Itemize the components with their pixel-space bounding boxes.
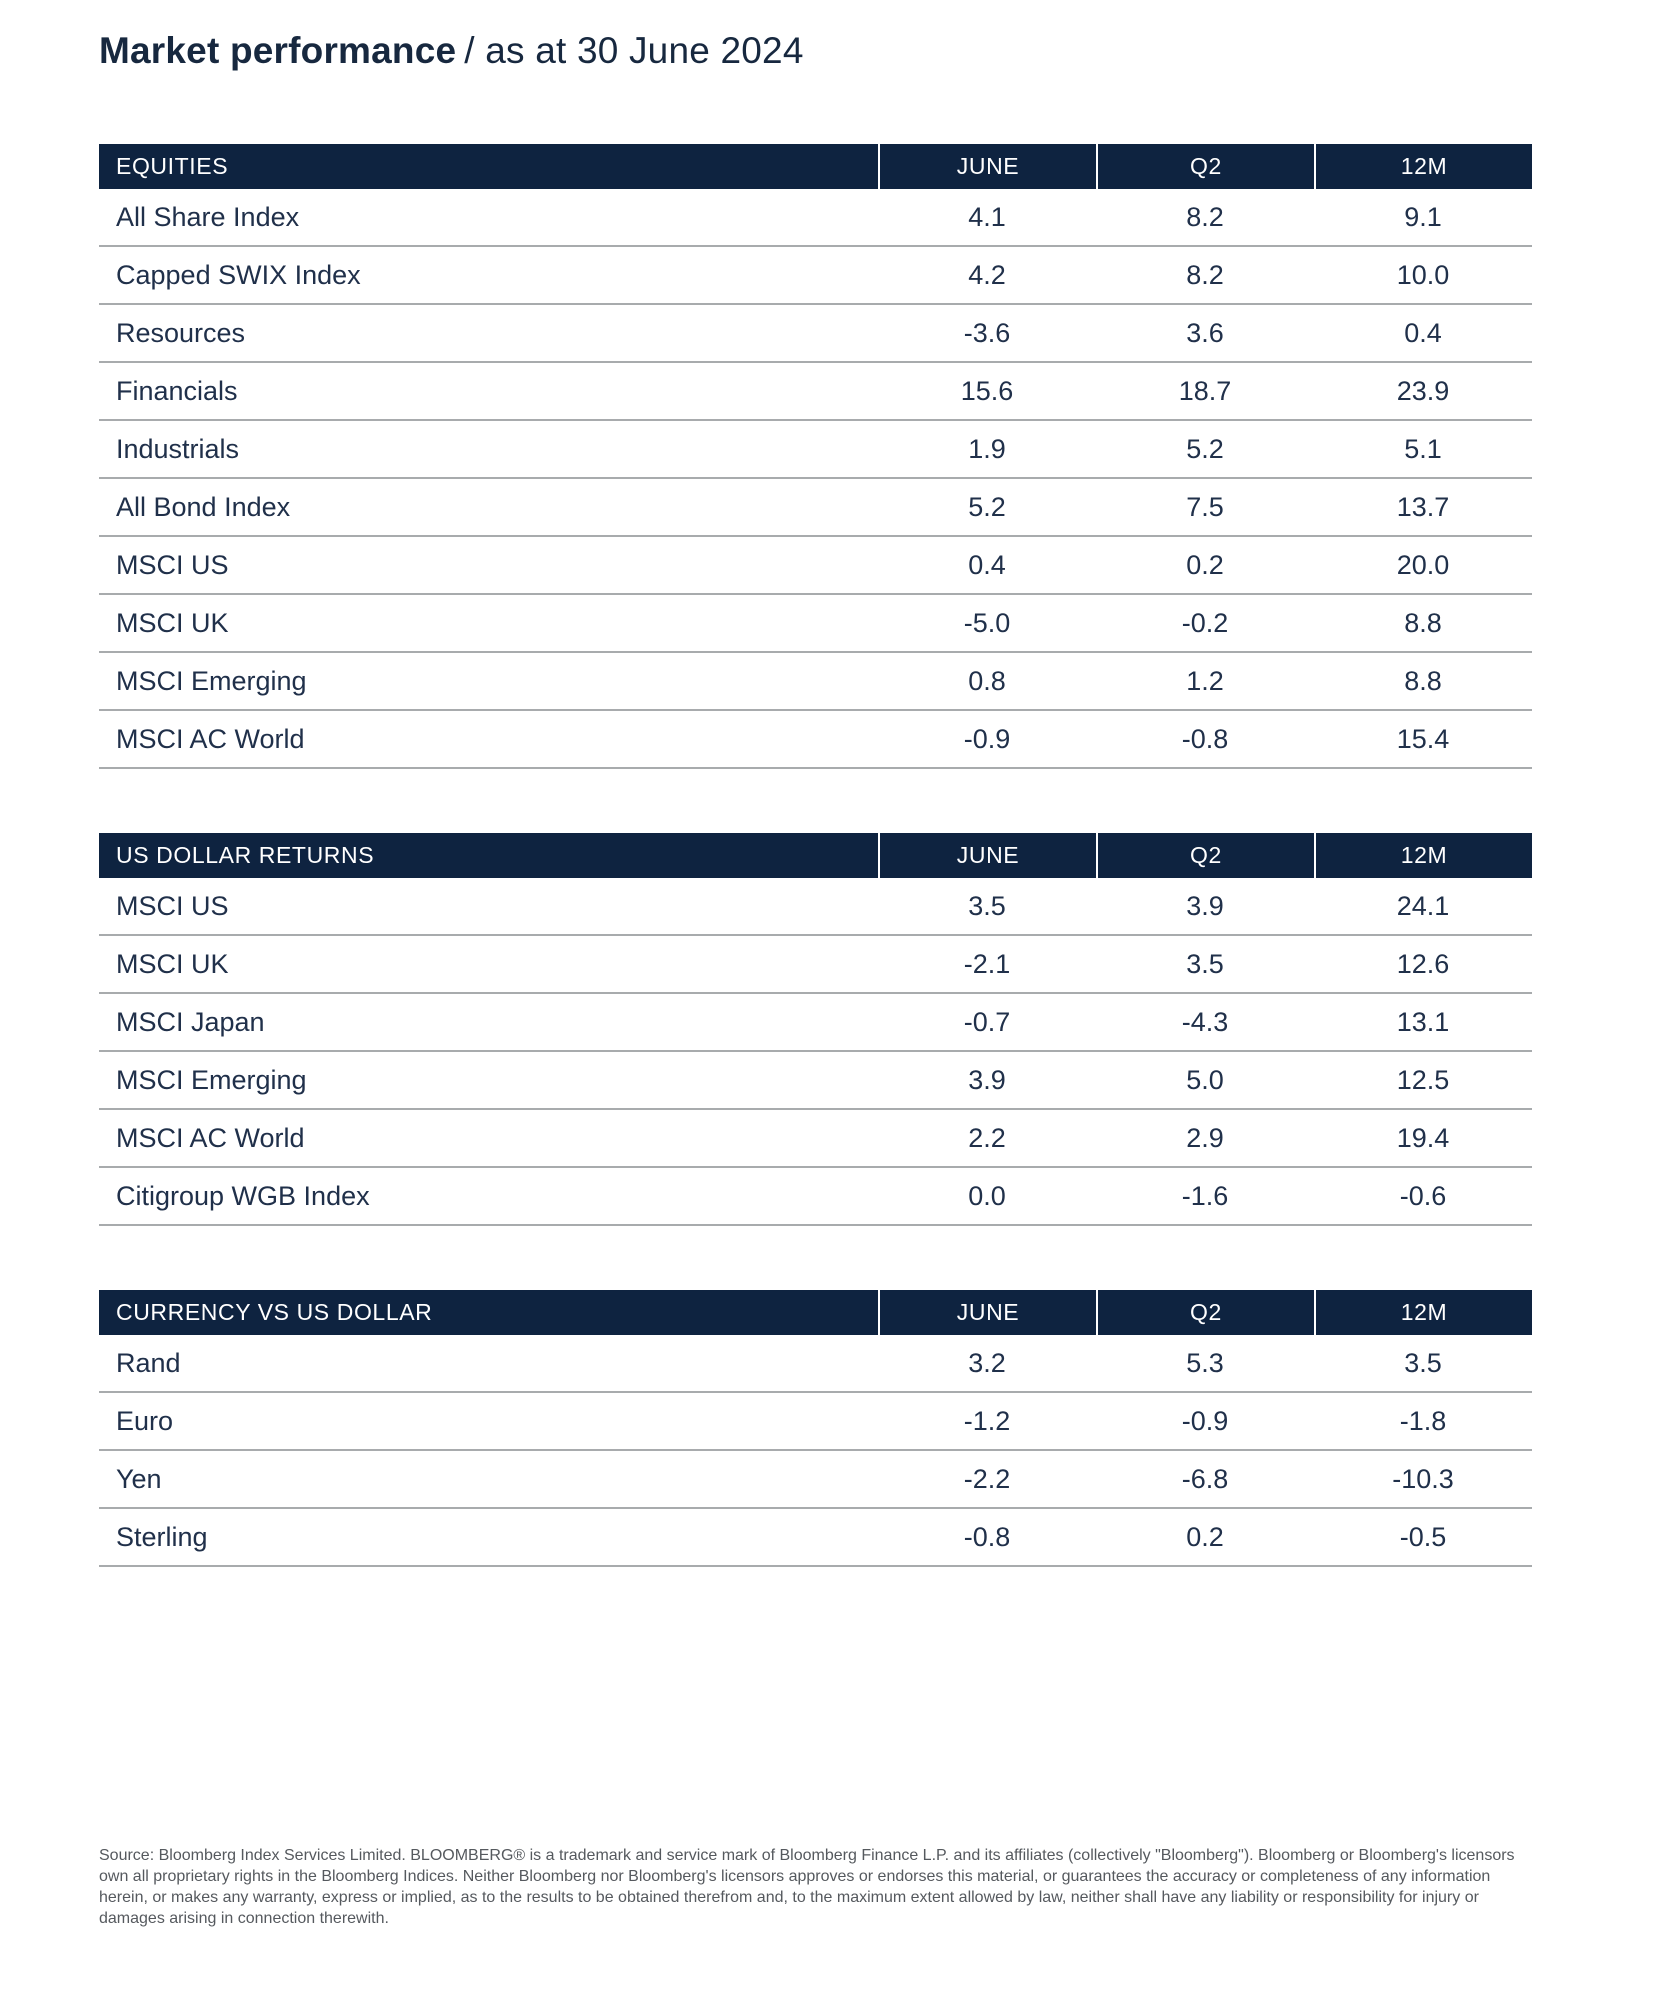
table-row xyxy=(99,1110,1532,1168)
row-value-june: 5.2 xyxy=(968,491,1006,522)
page-title-main: Market performance xyxy=(99,30,457,71)
row-value-june: 2.2 xyxy=(968,1122,1006,1153)
row-label: Yen xyxy=(116,1463,162,1494)
usd-returns-table xyxy=(99,833,1532,1226)
table-row xyxy=(99,994,1532,1052)
row-value-june: 3.5 xyxy=(968,890,1006,921)
table-row xyxy=(99,1168,1532,1226)
row-value-june: 3.2 xyxy=(968,1347,1006,1378)
row-value-q2: 3.9 xyxy=(1186,890,1224,921)
row-value-12m: 0.4 xyxy=(1404,317,1442,348)
row-value-12m: 5.1 xyxy=(1404,433,1442,464)
row-value-12m: -10.3 xyxy=(1392,1463,1454,1494)
row-value-june: -5.0 xyxy=(963,607,1011,638)
row-label: Industrials xyxy=(116,433,240,464)
row-label: MSCI AC World xyxy=(116,723,305,754)
column-header-q2: Q2 xyxy=(1096,144,1314,189)
table-row xyxy=(99,247,1532,305)
currency-table xyxy=(99,1290,1532,1567)
column-header-12m: 12M xyxy=(1314,833,1532,878)
row-value-12m: 13.1 xyxy=(1396,1006,1450,1037)
row-label: Capped SWIX Index xyxy=(116,259,361,290)
row-label: Sterling xyxy=(116,1521,208,1552)
column-header-q2: Q2 xyxy=(1096,1290,1314,1335)
column-header-12m: 12M xyxy=(1314,144,1532,189)
table-row xyxy=(99,1451,1532,1509)
row-value-june: -1.2 xyxy=(963,1405,1011,1436)
row-value-june: 15.6 xyxy=(960,375,1014,406)
row-value-q2: 5.0 xyxy=(1186,1064,1224,1095)
column-header-june: JUNE xyxy=(878,1290,1096,1335)
row-value-q2: 5.2 xyxy=(1186,433,1224,464)
row-value-june: 0.0 xyxy=(968,1180,1006,1211)
table-row xyxy=(99,189,1532,247)
table-row xyxy=(99,1335,1532,1393)
table-row xyxy=(99,711,1532,769)
row-label: MSCI US xyxy=(116,890,229,921)
page-title-suffix: / as at 30 June 2024 xyxy=(464,30,804,71)
row-value-12m: 19.4 xyxy=(1396,1122,1450,1153)
row-value-june: -0.7 xyxy=(963,1006,1011,1037)
row-value-june: -0.9 xyxy=(963,723,1011,754)
table-row xyxy=(99,595,1532,653)
row-value-june: 4.1 xyxy=(968,201,1006,232)
row-value-june: 0.4 xyxy=(968,549,1006,580)
row-value-q2: 0.2 xyxy=(1186,549,1224,580)
table-header xyxy=(99,833,1532,878)
row-label: MSCI Japan xyxy=(116,1006,265,1037)
row-value-q2: 7.5 xyxy=(1186,491,1224,522)
row-value-q2: 8.2 xyxy=(1186,259,1224,290)
row-value-q2: -0.9 xyxy=(1181,1405,1229,1436)
row-value-12m: -0.5 xyxy=(1399,1521,1447,1552)
row-value-12m: 23.9 xyxy=(1396,375,1450,406)
table-row xyxy=(99,305,1532,363)
table-row xyxy=(99,1509,1532,1567)
column-header-12m: 12M xyxy=(1314,1290,1532,1335)
section-label: CURRENCY VS US DOLLAR xyxy=(116,1299,433,1325)
table-row xyxy=(99,479,1532,537)
row-label: MSCI UK xyxy=(116,948,229,979)
column-header-june: JUNE xyxy=(878,144,1096,189)
source-disclaimer: Source: Bloomberg Index Services Limited. BLOOMBERG® is a trademark and service mark of Bloomberg Finance L.P. and its affiliates (collectively "Bloomberg"). Bloomberg or Bloomberg's licensors own all proprietary rights in the Bloomberg Indices. Neither Bloomberg nor Bloomberg's licensors approves or endorses this material, or guarantees the accuracy or completeness of any information herein, or makes any warranty, express or implied, as to the results to be obtained therefrom and, to the maximum extent allowed by law, neither shall have any liability or responsibility for injury or damages arising in connection therewith. xyxy=(99,1847,1515,1928)
row-value-june: 4.2 xyxy=(968,259,1006,290)
row-value-12m: 8.8 xyxy=(1404,665,1442,696)
section-label: US DOLLAR RETURNS xyxy=(116,842,375,868)
row-value-12m: -1.8 xyxy=(1399,1405,1447,1436)
row-label: Rand xyxy=(116,1347,181,1378)
column-header-q2: Q2 xyxy=(1096,833,1314,878)
row-value-q2: 1.2 xyxy=(1186,665,1224,696)
row-label: MSCI UK xyxy=(116,607,229,638)
row-value-12m: 9.1 xyxy=(1404,201,1442,232)
row-value-12m: 15.4 xyxy=(1396,723,1450,754)
row-value-q2: 0.2 xyxy=(1186,1521,1224,1552)
row-value-june: -2.2 xyxy=(963,1463,1011,1494)
table-row xyxy=(99,421,1532,479)
row-value-june: 1.9 xyxy=(968,433,1006,464)
row-value-12m: -0.6 xyxy=(1399,1180,1447,1211)
row-value-q2: -0.8 xyxy=(1181,723,1229,754)
row-value-12m: 24.1 xyxy=(1396,890,1450,921)
row-value-q2: -6.8 xyxy=(1181,1463,1229,1494)
table-row xyxy=(99,1052,1532,1110)
row-label: MSCI US xyxy=(116,549,229,580)
column-header-june: JUNE xyxy=(878,833,1096,878)
row-label: Resources xyxy=(116,317,246,348)
row-value-q2: 3.6 xyxy=(1186,317,1224,348)
section-label: EQUITIES xyxy=(116,153,229,179)
equities-table xyxy=(99,144,1532,769)
row-value-june: -0.8 xyxy=(963,1521,1011,1552)
row-value-q2: 3.5 xyxy=(1186,948,1224,979)
row-value-q2: 18.7 xyxy=(1178,375,1232,406)
row-value-june: 3.9 xyxy=(968,1064,1006,1095)
row-label: MSCI AC World xyxy=(116,1122,305,1153)
row-label: All Bond Index xyxy=(116,491,291,522)
row-value-june: -2.1 xyxy=(963,948,1011,979)
table-row xyxy=(99,537,1532,595)
table-row xyxy=(99,936,1532,994)
row-value-12m: 3.5 xyxy=(1404,1347,1442,1378)
row-value-12m: 13.7 xyxy=(1396,491,1450,522)
row-value-12m: 10.0 xyxy=(1396,259,1450,290)
row-value-12m: 20.0 xyxy=(1396,549,1450,580)
row-value-12m: 8.8 xyxy=(1404,607,1442,638)
row-value-q2: 8.2 xyxy=(1186,201,1224,232)
row-value-q2: -1.6 xyxy=(1181,1180,1229,1211)
row-label: MSCI Emerging xyxy=(116,665,307,696)
row-value-june: 0.8 xyxy=(968,665,1006,696)
row-value-june: -3.6 xyxy=(963,317,1011,348)
table-row xyxy=(99,878,1532,936)
table-header xyxy=(99,144,1532,189)
table-row xyxy=(99,363,1532,421)
row-value-12m: 12.5 xyxy=(1396,1064,1450,1095)
row-label: All Share Index xyxy=(116,201,300,232)
row-label: Citigroup WGB Index xyxy=(116,1180,370,1211)
row-label: MSCI Emerging xyxy=(116,1064,307,1095)
table-row xyxy=(99,1393,1532,1451)
page-title xyxy=(99,30,1532,72)
row-label: Financials xyxy=(116,375,238,406)
row-value-q2: -4.3 xyxy=(1181,1006,1229,1037)
row-value-q2: -0.2 xyxy=(1181,607,1229,638)
row-label: Euro xyxy=(116,1405,174,1436)
table-row xyxy=(99,653,1532,711)
row-value-12m: 12.6 xyxy=(1396,948,1450,979)
row-value-q2: 2.9 xyxy=(1186,1122,1224,1153)
table-header xyxy=(99,1290,1532,1335)
row-value-q2: 5.3 xyxy=(1186,1347,1224,1378)
